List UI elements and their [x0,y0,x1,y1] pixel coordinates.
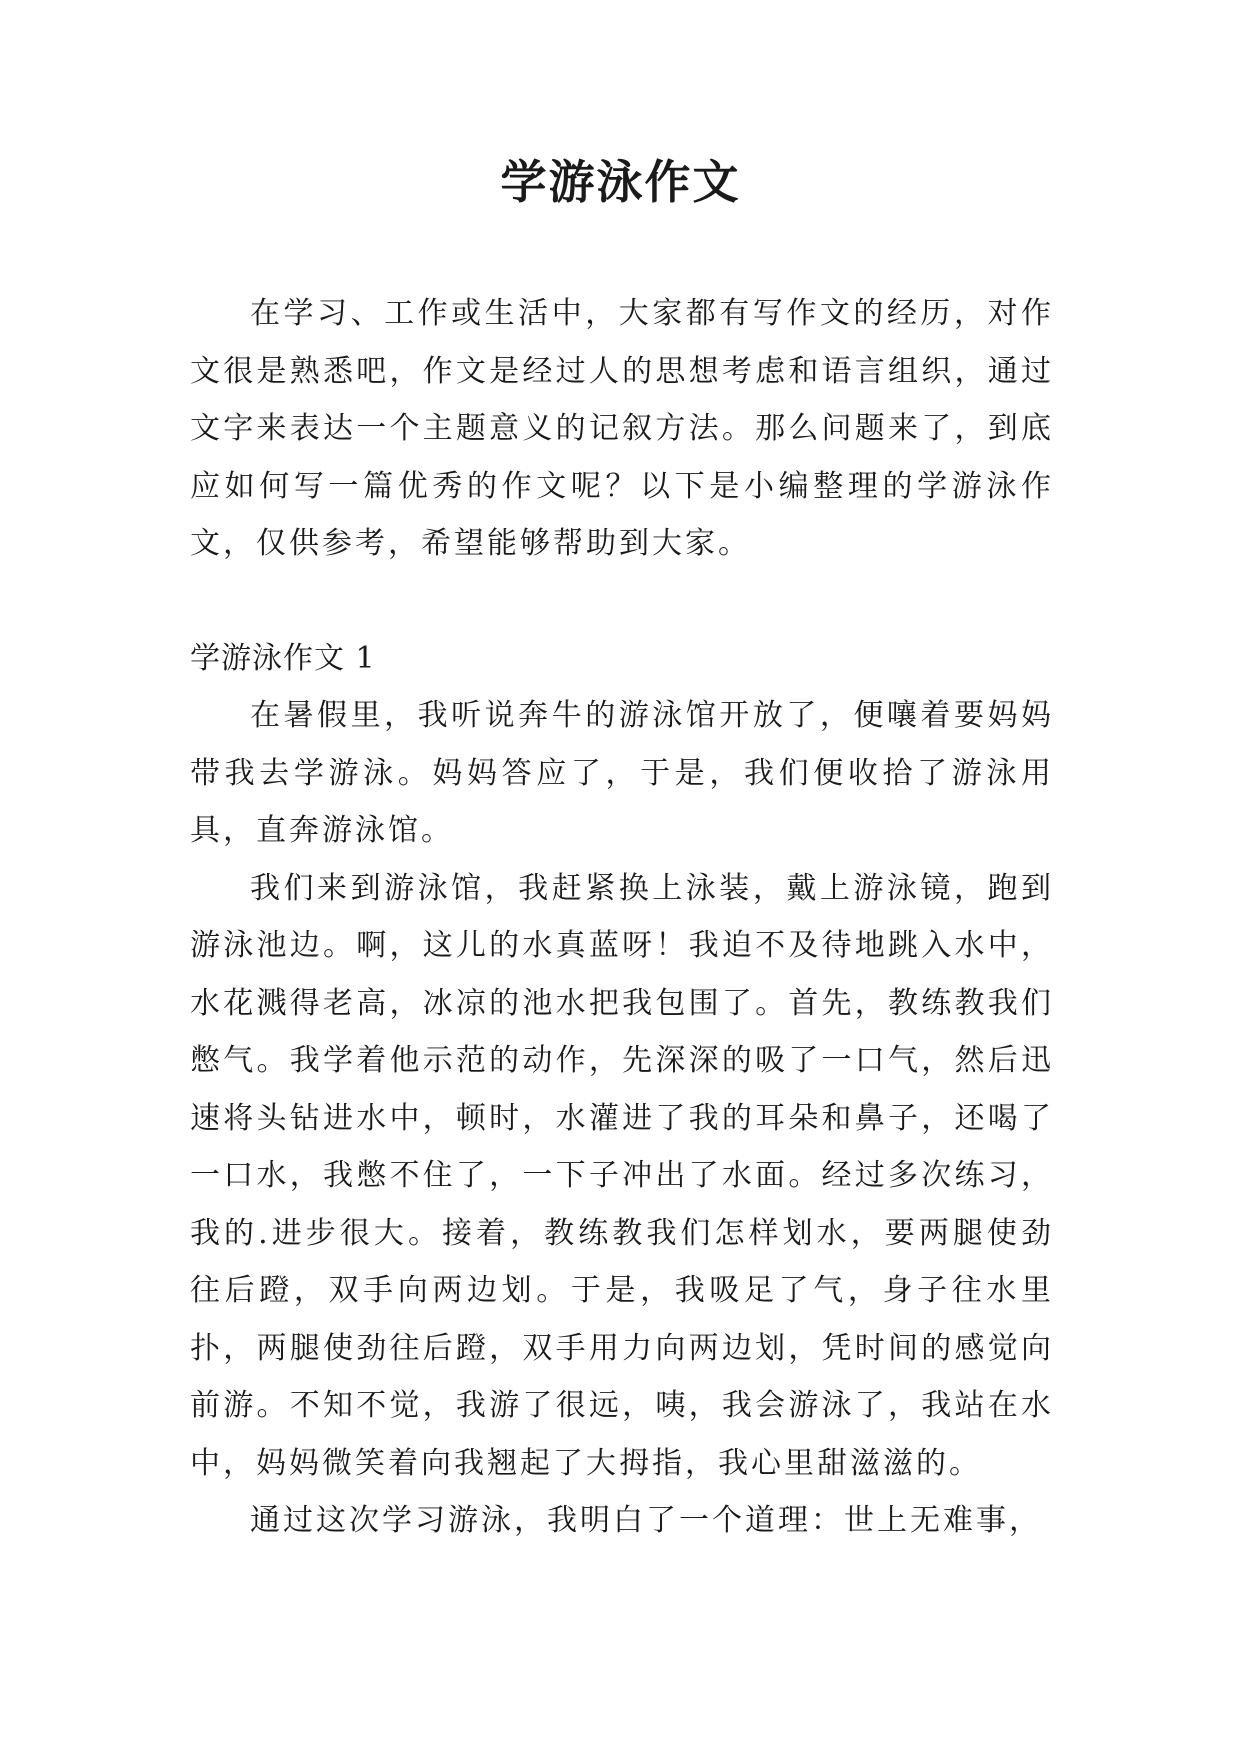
document-title: 学游泳作文 [500,155,741,209]
body-paragraph: 通过这次学习游泳，我明白了一个道理：世上无难事， [250,1503,1042,1538]
document-body [190,285,1054,1550]
intro-paragraph: 在学习、工作或生活中，大家都有写作文的经历，对作文很是熟悉吧，作文是经过人的思想考虑和语言组织，通过文字来表达一个主题意义的记叙方法。那么问题来了，到底应如何写一篇优秀的作文呢？以下是小编整理的学游泳作文，仅供参考，希望能够帮助到大家。 [190,296,1054,561]
section-heading: 学游泳作文 1 [190,640,376,676]
body-paragraph: 在暑假里，我听说奔牛的游泳馆开放了，便嚷着要妈妈带我去学游泳。妈妈答应了，于是，我们便收拾了游泳用具，直奔游泳馆。 [190,698,1054,848]
body-paragraph: 我们来到游泳馆，我赶紧换上泳装，戴上游泳镜，跑到游泳池边。啊，这儿的水真蓝呀！我迫不及待地跳入水中，水花溅得老高，冰凉的池水把我包围了。首先，教练教我们憋气。我学着他示范的动作，先深深的吸了一口气，然后迅速将头钻进水中，顿时，水灌进了我的耳朵和鼻子，还喝了一口水，我憋不住了，一下子冲出了水面。经过多次练习，我的.进步很大。接着，教练教我们怎样划水，要两腿使劲往后蹬，双手向两边划。于是，我吸足了气，身子往水里扑，两腿使劲往后蹬，双手用力向两边划，凭时间的感觉向前游。不知不觉，我游了很远，咦，我会游泳了，我站在水中，妈妈微笑着向我翘起了大拇指，我心里甜滋滋的。 [190,870,1054,1481]
